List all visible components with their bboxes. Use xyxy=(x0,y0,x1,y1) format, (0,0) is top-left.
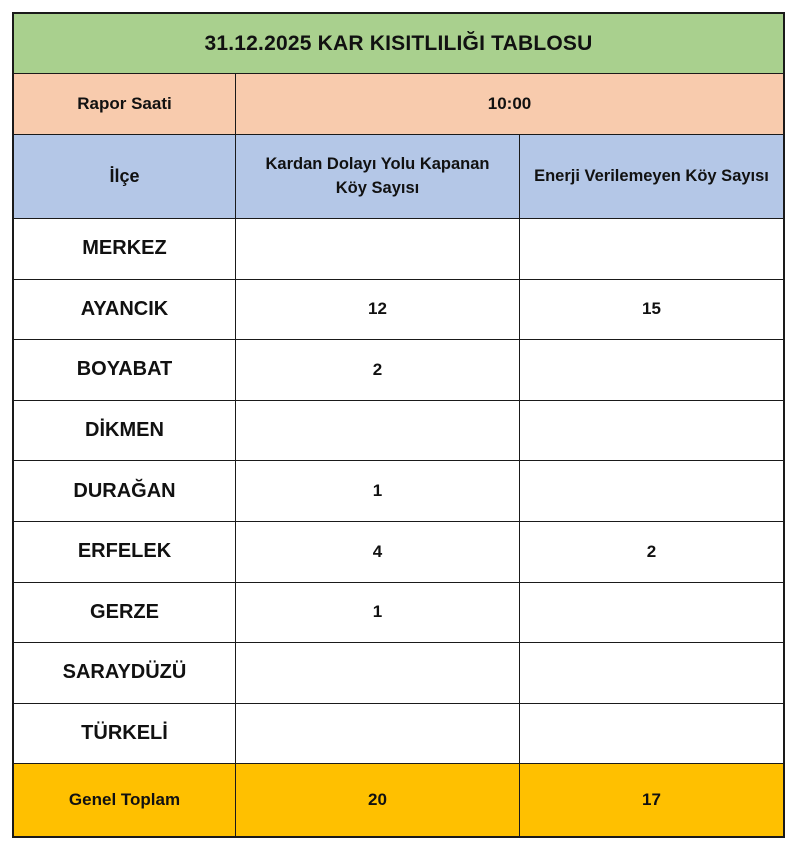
snow-restriction-table xyxy=(12,12,785,838)
no-power-count xyxy=(520,583,783,643)
total-no-power: 17 xyxy=(642,790,661,809)
district-name: BOYABAT xyxy=(14,340,236,400)
district-name: DİKMEN xyxy=(14,401,236,461)
no-power-count xyxy=(520,401,783,461)
closed-roads-count: 12 xyxy=(236,280,520,340)
header-row xyxy=(14,135,783,219)
table-row xyxy=(14,461,783,522)
district-name: GERZE xyxy=(14,583,236,643)
table-title: 31.12.2025 KAR KISITLILIĞI TABLOSU xyxy=(204,31,593,55)
table-row xyxy=(14,643,783,704)
closed-roads-count: 2 xyxy=(236,340,520,400)
report-time-label: Rapor Saati xyxy=(14,74,236,134)
no-power-count xyxy=(520,461,783,521)
table-row xyxy=(14,522,783,583)
total-row xyxy=(14,764,783,836)
district-name: DURAĞAN xyxy=(14,461,236,521)
no-power-column-header: Enerji Verilemeyen Köy Sayısı xyxy=(534,166,769,185)
district-name: SARAYDÜZÜ xyxy=(14,643,236,703)
table-row xyxy=(14,219,783,280)
district-name: MERKEZ xyxy=(14,219,236,279)
table-row xyxy=(14,704,783,764)
no-power-count xyxy=(520,340,783,400)
closed-roads-count: 1 xyxy=(236,461,520,521)
closed-roads-count xyxy=(236,643,520,703)
no-power-count xyxy=(520,219,783,279)
table-row xyxy=(14,583,783,644)
no-power-count xyxy=(520,643,783,703)
table-row xyxy=(14,340,783,401)
title-row xyxy=(14,14,783,74)
closed-roads-count xyxy=(236,401,520,461)
closed-roads-column-header: Kardan Dolayı Yolu Kapanan Köy Sayısı xyxy=(236,135,520,218)
district-name: ERFELEK xyxy=(14,522,236,582)
closed-roads-count xyxy=(236,704,520,763)
closed-roads-count: 1 xyxy=(236,583,520,643)
no-power-count: 15 xyxy=(642,299,661,319)
total-closed-roads: 20 xyxy=(236,764,520,836)
report-time-value: 10:00 xyxy=(487,94,532,113)
district-name: AYANCIK xyxy=(14,280,236,340)
table-row xyxy=(14,401,783,462)
closed-roads-count xyxy=(236,219,520,279)
total-label: Genel Toplam xyxy=(14,764,236,836)
no-power-count xyxy=(520,704,783,763)
no-power-count: 2 xyxy=(646,541,657,561)
district-name: TÜRKELİ xyxy=(14,704,236,763)
table-row xyxy=(14,280,783,341)
report-time-row xyxy=(14,74,783,135)
district-column-header: İlçe xyxy=(14,135,236,218)
closed-roads-count: 4 xyxy=(236,522,520,582)
